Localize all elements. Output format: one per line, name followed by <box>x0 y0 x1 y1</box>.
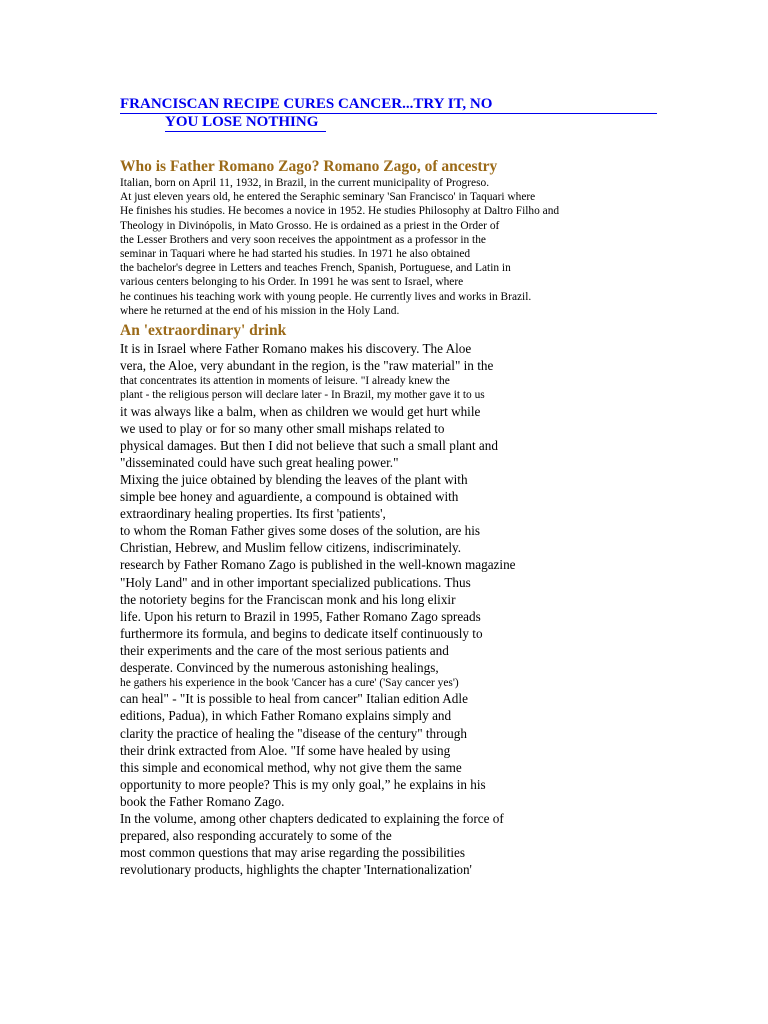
text-line: their experiments and the care of the most serious patients and <box>120 642 449 658</box>
text-line: Italian, born on April 11, 1932, in Brazil, in the current municipality of Progreso. <box>120 177 490 189</box>
text-block-b <box>120 374 680 402</box>
text-line: He finishes his studies. He becomes a novice in 1952. He studies Philosophy at Daltro Filho and <box>120 205 560 218</box>
text-line: furthermore its formula, and begins to dedicate itself continuously to <box>120 625 483 641</box>
text-line: editions, Padua), in which Father Romano explains simply and <box>120 708 452 724</box>
text-line: extraordinary healing properties. Its first 'patients', <box>120 506 386 522</box>
text-line: we used to play or for so many other small mishaps related to <box>120 420 445 436</box>
text-line: he continues his teaching work with young people. He currently lives and works in Brazil. <box>120 290 532 303</box>
text-block-c <box>120 403 680 677</box>
text-line: "Holy Land" and in other important specialized publications. Thus <box>120 574 471 590</box>
text-line: prepared, also responding accurately to some of the <box>120 828 392 844</box>
text-line: "disseminated could have such great healing power." <box>120 454 399 470</box>
text-line: At just eleven years old, he entered the Seraphic seminary 'San Francisco' in Taquari where <box>120 191 536 204</box>
text-block-a <box>120 340 680 374</box>
text-line: various centers belonging to his Order. In 1991 he was sent to Israel, where <box>120 276 464 289</box>
text-line: Theology in Divinópolis, in Mato Grosso. He is ordained as a priest in the Order of <box>120 219 500 232</box>
title-line-2[interactable]: YOU LOSE NOTHING <box>165 114 326 132</box>
title-line-1[interactable]: FRANCISCAN RECIPE CURES CANCER...TRY IT, NO <box>120 96 657 114</box>
text-line: that concentrates its attention in moments of leisure. "I already knew the <box>120 375 450 388</box>
text-line: Mixing the juice obtained by blending the leaves of the plant with <box>120 472 468 487</box>
text-line: desperate. Convinced by the numerous astonishing healings, <box>120 660 439 676</box>
text-block-d <box>120 676 680 690</box>
text-line: opportunity to more people? This is my only goal,” he explains in his <box>120 776 486 792</box>
section-body-drink <box>120 340 680 878</box>
text-line: In the volume, among other chapters dedicated to explaining the force of <box>120 810 504 826</box>
text-line: the Lesser Brothers and very soon receives the appointment as a professor in the <box>120 233 486 246</box>
text-line: can heal" - "It is possible to heal from cancer" Italian edition Adle <box>120 691 468 707</box>
text-line: it was always like a balm, when as children we would get hurt while <box>120 403 481 419</box>
text-line: he gathers his experience in the book 'Cancer has a cure' ('Say cancer yes') <box>120 677 459 690</box>
text-line: book the Father Romano Zago. <box>120 793 285 809</box>
text-line: their drink extracted from Aloe. "If some have healed by using <box>120 742 451 758</box>
text-line: seminar in Taquari where he had started his studies. In 1971 he also obtained <box>120 248 471 261</box>
text-line: the bachelor's degree in Letters and teaches French, Spanish, Portuguese, and Latin in <box>120 262 511 275</box>
document-page <box>120 96 680 878</box>
text-line: vera, the Aloe, very abundant in the region, is the "raw material" in the <box>120 358 494 374</box>
text-line: this simple and economical method, why not give them the same <box>120 759 462 775</box>
section-body-biography <box>120 176 680 318</box>
text-line: revolutionary products, highlights the chapter 'Internationalization' <box>120 862 472 878</box>
section-heading-extraordinary-drink: An 'extraordinary' drink <box>120 322 287 340</box>
text-line: the notoriety begins for the Franciscan monk and his long elixir <box>120 591 456 607</box>
text-block-e <box>120 690 680 878</box>
section-heading-who-is: Who is Father Romano Zago? Romano Zago, of ancestry <box>120 158 498 175</box>
text-line: where he returned at the end of his mission in the Holy Land. <box>120 304 400 317</box>
text-line: clarity the practice of healing the "disease of the century" through <box>120 725 467 741</box>
text-line: life. Upon his return to Brazil in 1995, Father Romano Zago spreads <box>120 608 481 624</box>
text-line: physical damages. But then I did not believe that such a small plant and <box>120 437 498 453</box>
title-link[interactable] <box>120 96 680 132</box>
text-line: research by Father Romano Zago is published in the well-known magazine <box>120 557 516 573</box>
text-line: Christian, Hebrew, and Muslim fellow citizens, indiscriminately. <box>120 540 462 556</box>
text-line: It is in Israel where Father Romano makes his discovery. The Aloe <box>120 341 472 357</box>
text-line: simple bee honey and aguardiente, a compound is obtained with <box>120 489 459 505</box>
text-line: to whom the Roman Father gives some doses of the solution, are his <box>120 523 481 539</box>
text-line: plant - the religious person will declare later - In Brazil, my mother gave it to us <box>120 389 485 402</box>
text-line: most common questions that may arise regarding the possibilities <box>120 845 466 861</box>
